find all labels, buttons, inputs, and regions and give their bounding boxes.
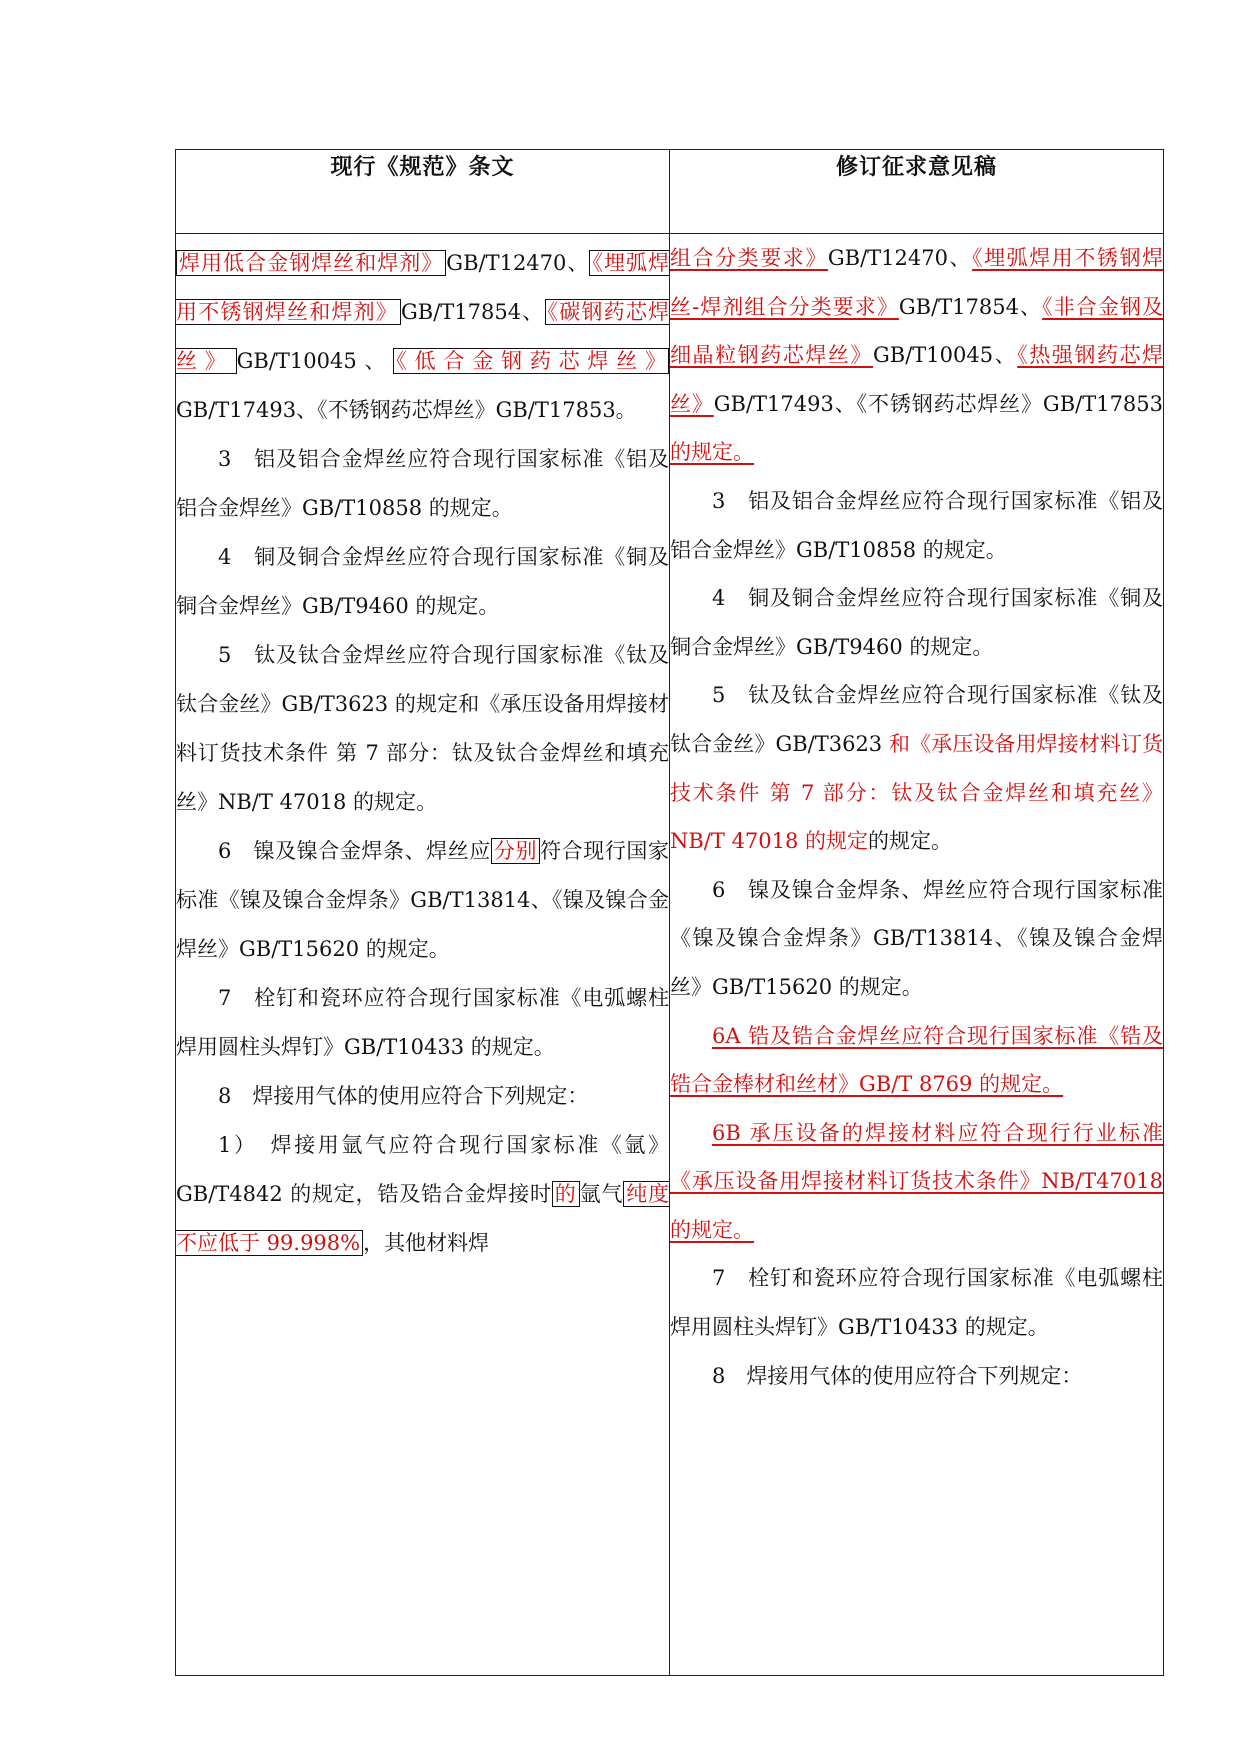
- right-item-6: 6 镍及镍合金焊条、焊丝应符合现行国家标准《镍及镍合金焊条》GB/T13814、《镍及镍合金焊丝》GB/T15620 的规定。: [670, 877, 1163, 999]
- revision-draft-cell: [670, 234, 1164, 1676]
- underlined-insertion: 组合分类要求》: [670, 246, 828, 270]
- boxed-deletion: 焊用低合金钢焊丝和焊剂》: [176, 250, 446, 276]
- boxed-deletion: 的: [552, 1181, 580, 1207]
- left-paragraph-1: 焊用低合金钢焊丝和焊剂》 GB/T12470、 《埋弧焊用不锈钢焊丝和焊剂》 GB/T17854、 《碳钢药芯焊丝》 GB/T10045、 《低合金钢药芯焊丝》GB/T17493、《不锈钢药芯焊丝》GB/T17853。: [176, 251, 670, 422]
- right-paragraph-1: 组合分类要求》GB/T12470、《埋弧焊用不锈钢焊丝-焊剂组合分类要求》GB/T17854、《非合金钢及细晶粒钢药芯焊丝》GB/T10045、《热强钢药芯焊丝》GB/T17493、《不锈钢药芯焊丝》GB/T17853 的规定。: [670, 246, 1164, 465]
- left-item-8: 8 焊接用气体的使用应符合下列规定：: [218, 1084, 589, 1108]
- underlined-insertion: 的规定。: [670, 440, 754, 465]
- red-insertion: 和《承压设备用焊接材料订货技术条件 第 7 部分：钛及钛合金焊丝和填充丝》NB/T 47018 的规定: [670, 731, 1163, 854]
- underlined-insertion: 6A 锆及锆合金焊丝应符合现行国家标准《锆及锆合金棒材和丝材》GB/T 8769 的规定。: [670, 1023, 1163, 1097]
- header-revision-draft: 修订征求意见稿: [670, 150, 1164, 234]
- right-item-3: 3 铝及铝合金焊丝应符合现行国家标准《铝及铝合金焊丝》GB/T10858 的规定。: [670, 488, 1163, 562]
- boxed-deletion: 分别: [491, 838, 540, 864]
- header-row: [176, 150, 1164, 234]
- header-current-clause: 现行《规范》条文: [176, 150, 670, 234]
- right-item-4: 4 铜及铜合金焊丝应符合现行国家标准《铜及铜合金焊丝》GB/T9460 的规定。: [670, 586, 1163, 659]
- underlined-insertion: 《埋弧焊用不锈钢焊丝-焊剂组合分类要求》: [670, 246, 1164, 319]
- boxed-deletion: 《低合金钢药芯焊丝》: [393, 348, 669, 374]
- underlined-insertion: 《热强钢药芯焊丝》: [670, 343, 1164, 416]
- left-item-4: 4 铜及铜合金焊丝应符合现行国家标准《铜及铜合金焊丝》GB/T9460 的规定。: [176, 545, 669, 618]
- underlined-insertion: 《非合金钢及细晶粒钢药芯焊丝》: [670, 294, 1164, 368]
- right-item-6b: [670, 1109, 1163, 1255]
- boxed-deletion: 《碳钢药芯焊丝》: [176, 300, 670, 373]
- left-item-3: 3 铝及铝合金焊丝应符合现行国家标准《铝及铝合金焊丝》GB/T10858 的规定。: [176, 447, 669, 520]
- right-item-7: 7 栓钉和瓷环应符合现行国家标准《电弧螺柱焊用圆柱头焊钉》GB/T10433 的规定。: [670, 1266, 1163, 1340]
- content-row: [176, 234, 1164, 1676]
- current-clause-cell: [176, 234, 670, 1676]
- comparison-table: [175, 149, 1164, 1676]
- left-item-5: 5 钛及钛合金焊丝应符合现行国家标准《钛及钛合金丝》GB/T3623 的规定和《承压设备用焊接材料订货技术条件 第 7 部分：钛及钛合金焊丝和填充丝》NB/T 47018 的规定。: [176, 643, 669, 814]
- left-item-8-1: 1） 焊接用氩气应符合现行国家标准《氩》GB/T4842 的规定，锆及锆合金焊接时 的 氩气 纯度不应低于 99.998% ，其他材料焊: [176, 1133, 670, 1255]
- right-item-6a: [670, 1012, 1163, 1109]
- right-item-8: 8 焊接用气体的使用应符合下列规定：: [712, 1363, 1083, 1388]
- left-item-7: 7 栓钉和瓷环应符合现行国家标准《电弧螺柱焊用圆柱头焊钉》GB/T10433 的规定。: [176, 986, 669, 1059]
- boxed-deletion: 纯度不应低于 99.998%: [176, 1182, 670, 1255]
- underlined-insertion: 6B 承压设备的焊接材料应符合现行行业标准《承压设备用焊接材料订货技术条件》NB/T47018 的规定。: [670, 1120, 1163, 1242]
- boxed-deletion: 《埋弧焊用不锈钢焊丝和焊剂》: [176, 251, 670, 324]
- right-item-5: 5 钛及钛合金焊丝应符合现行国家标准《钛及钛合金丝》GB/T3623 和《承压设备用焊接材料订货技术条件 第 7 部分：钛及钛合金焊丝和填充丝》NB/T 47018 的规定的规定。: [670, 683, 1163, 854]
- left-item-6: 6 镍及镍合金焊条、焊丝应 分别 符合现行国家标准《镍及镍合金焊条》GB/T13814、《镍及镍合金焊丝》GB/T15620 的规定。: [176, 839, 669, 961]
